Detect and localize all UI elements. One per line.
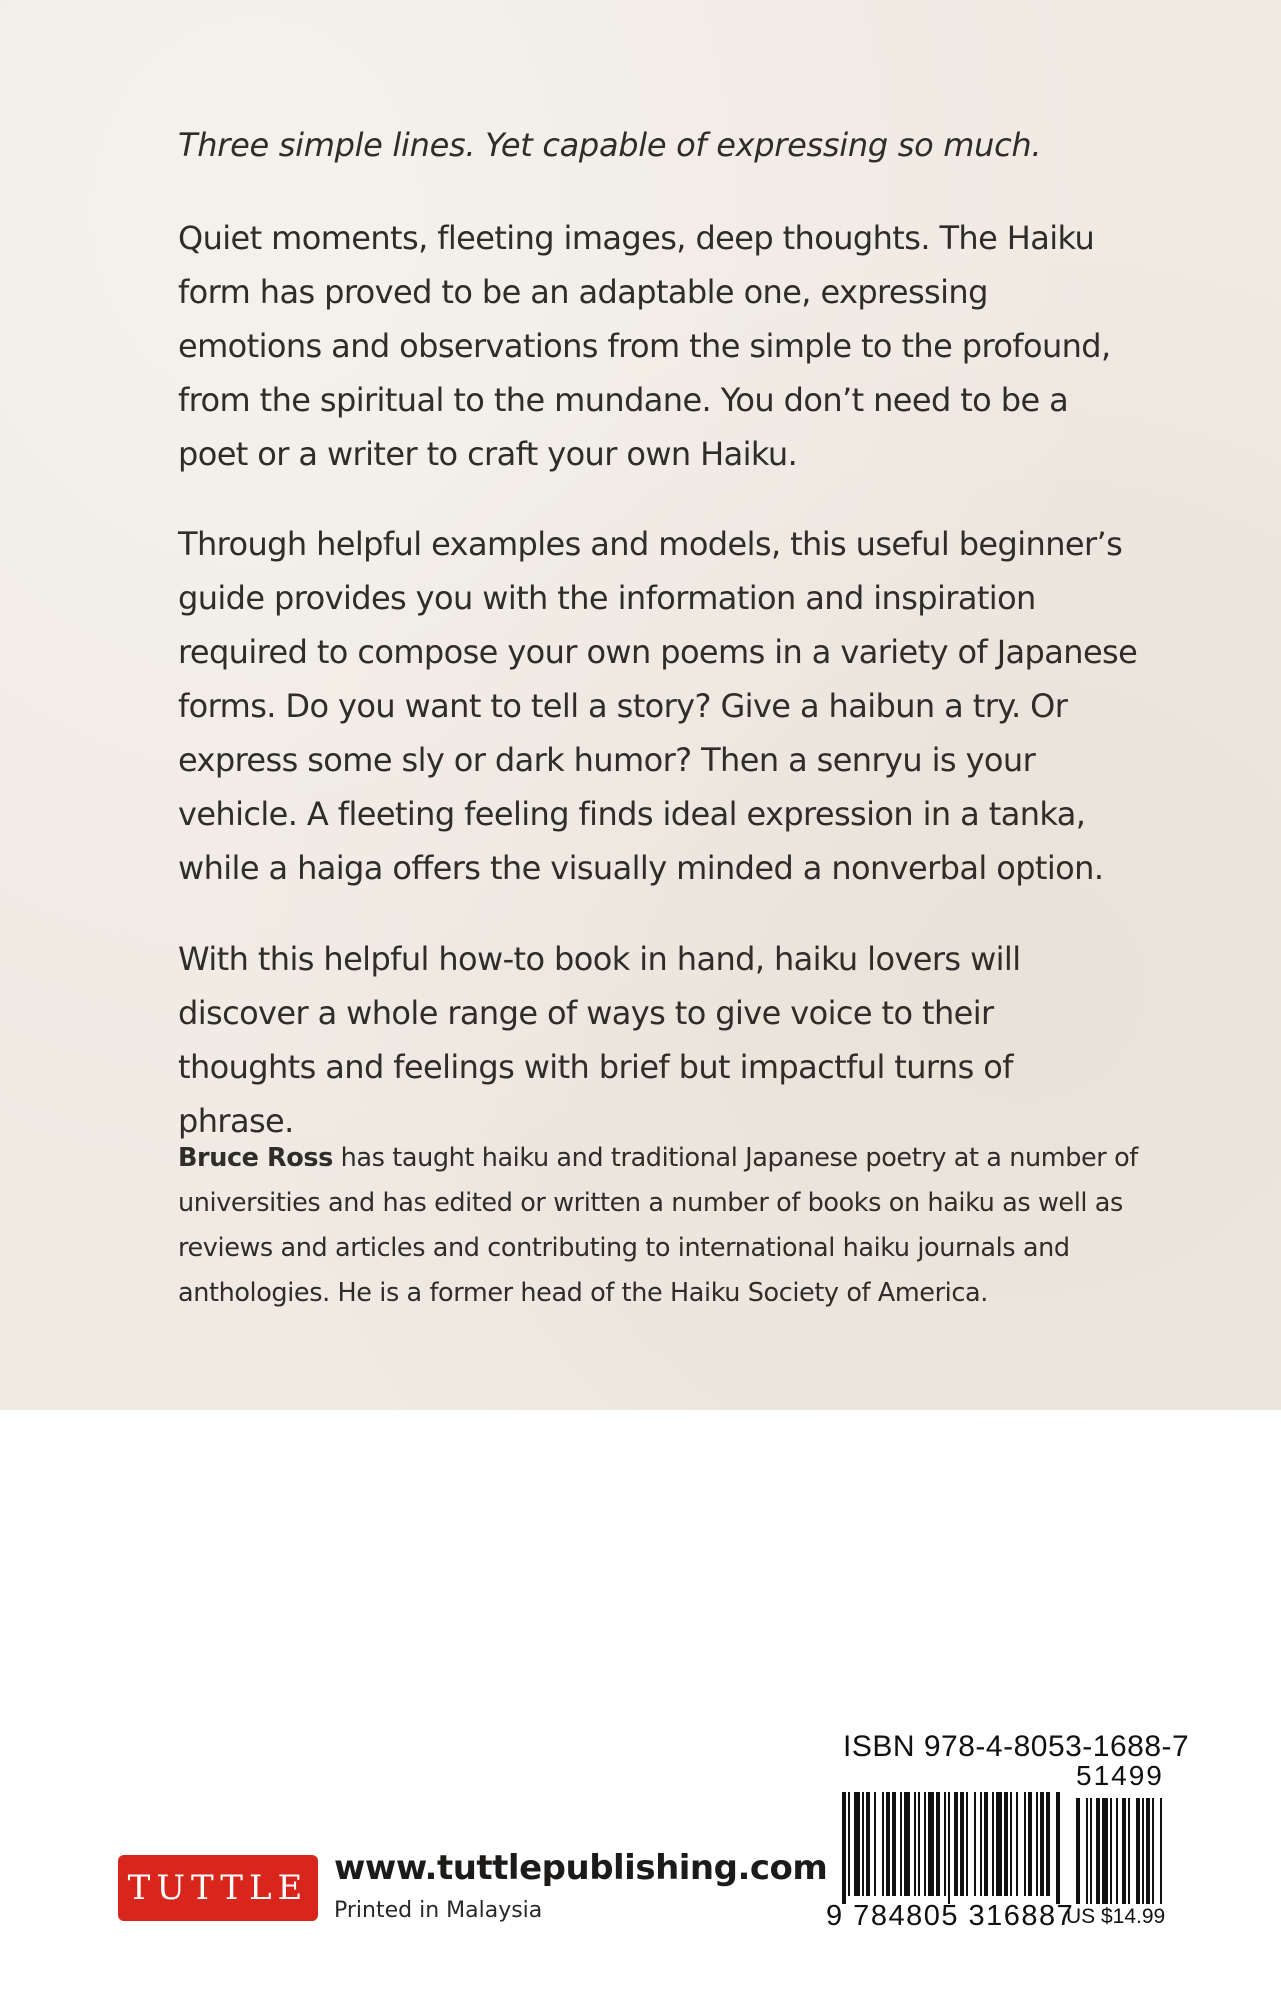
tuttle-logo [118,1855,318,1921]
addon-bar [1116,1798,1118,1904]
addon-bar [1128,1798,1130,1904]
addon-bar [1142,1798,1144,1904]
barcode-bar [882,1792,884,1896]
author-name: Bruce Ross [178,1143,333,1173]
barcode-bar [974,1792,976,1896]
addon-bar [1102,1798,1108,1904]
barcode-bar [904,1792,910,1896]
barcode-bar [996,1792,1002,1896]
author-bio-text: has taught haiku and traditional Japanese poetry at a number of universities and has edited or written a number of books on haiku as well as reviews and articles and contributing to international haiku journals and anthologies. He is a former head of the Haiku Society of America. [178,1143,1138,1308]
barcode-bar [1040,1792,1044,1896]
barcode-bar [848,1792,850,1896]
addon-bar [1076,1798,1080,1904]
ean-digits: 9 784805 316887 [826,1900,1075,1932]
barcode-bar [1010,1792,1012,1896]
addon-bar [1096,1798,1100,1904]
addon-bar [1086,1798,1088,1904]
barcode-bar [928,1792,934,1896]
description-paragraph-2: Through helpful examples and models, this useful beginner’s guide provides you with the information and inspiration required to compose your own poems in a variety of Japanese forms. Do you want to tell a story? Give a haibun a try. Or express some sly or dark humor? Then a senryu is your vehicle. A fleeting feeling finds ideal expression in a tanka, while a haiga offers the visually minded a nonverbal option. [178,525,1138,887]
barcode-bar [918,1792,920,1896]
addon-barcode-bars [1076,1798,1162,1904]
description-paragraph-1: Quiet moments, fleeting images, deep thoughts. The Haiku form has proved to be an adaptable one, expressing emotions and observations from the simple to the profound, from the spiritual to the mundane. You don’t need to be a poet or a writer to craft your own Haiku. [178,219,1111,473]
author-bio [178,1136,1138,1316]
barcode-bar [948,1792,950,1904]
barcode-bar [924,1792,926,1896]
barcode-bar [980,1792,982,1896]
barcode-bar [944,1792,946,1896]
description-paragraph-3: With this helpful how-to book in hand, haiku lovers will discover a whole range of ways to give voice to their thoughts and feelings with brief but impactful turns of phrase. [178,940,1021,1140]
addon-bar [1110,1798,1112,1904]
barcode-bar [984,1792,988,1896]
tagline: Three simple lines. Yet capable of expressing so much. [178,126,1042,164]
barcode-bar [960,1792,964,1896]
barcode-bar [854,1792,860,1896]
barcode-bar [1024,1792,1026,1896]
barcode-bar [874,1792,876,1896]
barcode-bar [886,1792,890,1896]
barcode-bar [1036,1792,1038,1896]
barcode-bar [966,1792,968,1896]
barcode-bar [1028,1792,1032,1896]
barcode-bar [866,1792,870,1896]
barcode-addon-number: 51499 [1076,1760,1164,1791]
barcode-bar [954,1792,958,1896]
addon-bar [1146,1798,1150,1904]
barcode-bar [1056,1792,1060,1904]
barcode-icon [840,1792,1166,1904]
addon-bar [1160,1798,1162,1904]
addon-bar [1090,1798,1092,1904]
tuttle-logo-text: TUTTLE [127,1868,309,1908]
price-label: US $14.99 [1066,1905,1166,1928]
addon-bar [1122,1798,1126,1904]
addon-bar [1136,1798,1140,1904]
publisher-website: www.tuttlepublishing.com [334,1848,828,1888]
barcode-bar [992,1792,994,1896]
barcode-bar [936,1792,940,1896]
barcode-bar [1004,1792,1008,1896]
barcode-bar [1046,1792,1050,1896]
printed-in-label: Printed in Malaysia [334,1898,543,1923]
ean-barcode-bars [842,1792,1060,1904]
barcode-bar [862,1792,864,1896]
addon-bar [1152,1798,1154,1904]
barcode-bar [900,1792,902,1896]
barcode-bar [914,1792,916,1896]
barcode-bar [892,1792,896,1896]
barcode-bar [1016,1792,1018,1896]
isbn-label: ISBN 978-4-8053-1688-7 [843,1730,1190,1763]
barcode-bar [842,1792,846,1904]
